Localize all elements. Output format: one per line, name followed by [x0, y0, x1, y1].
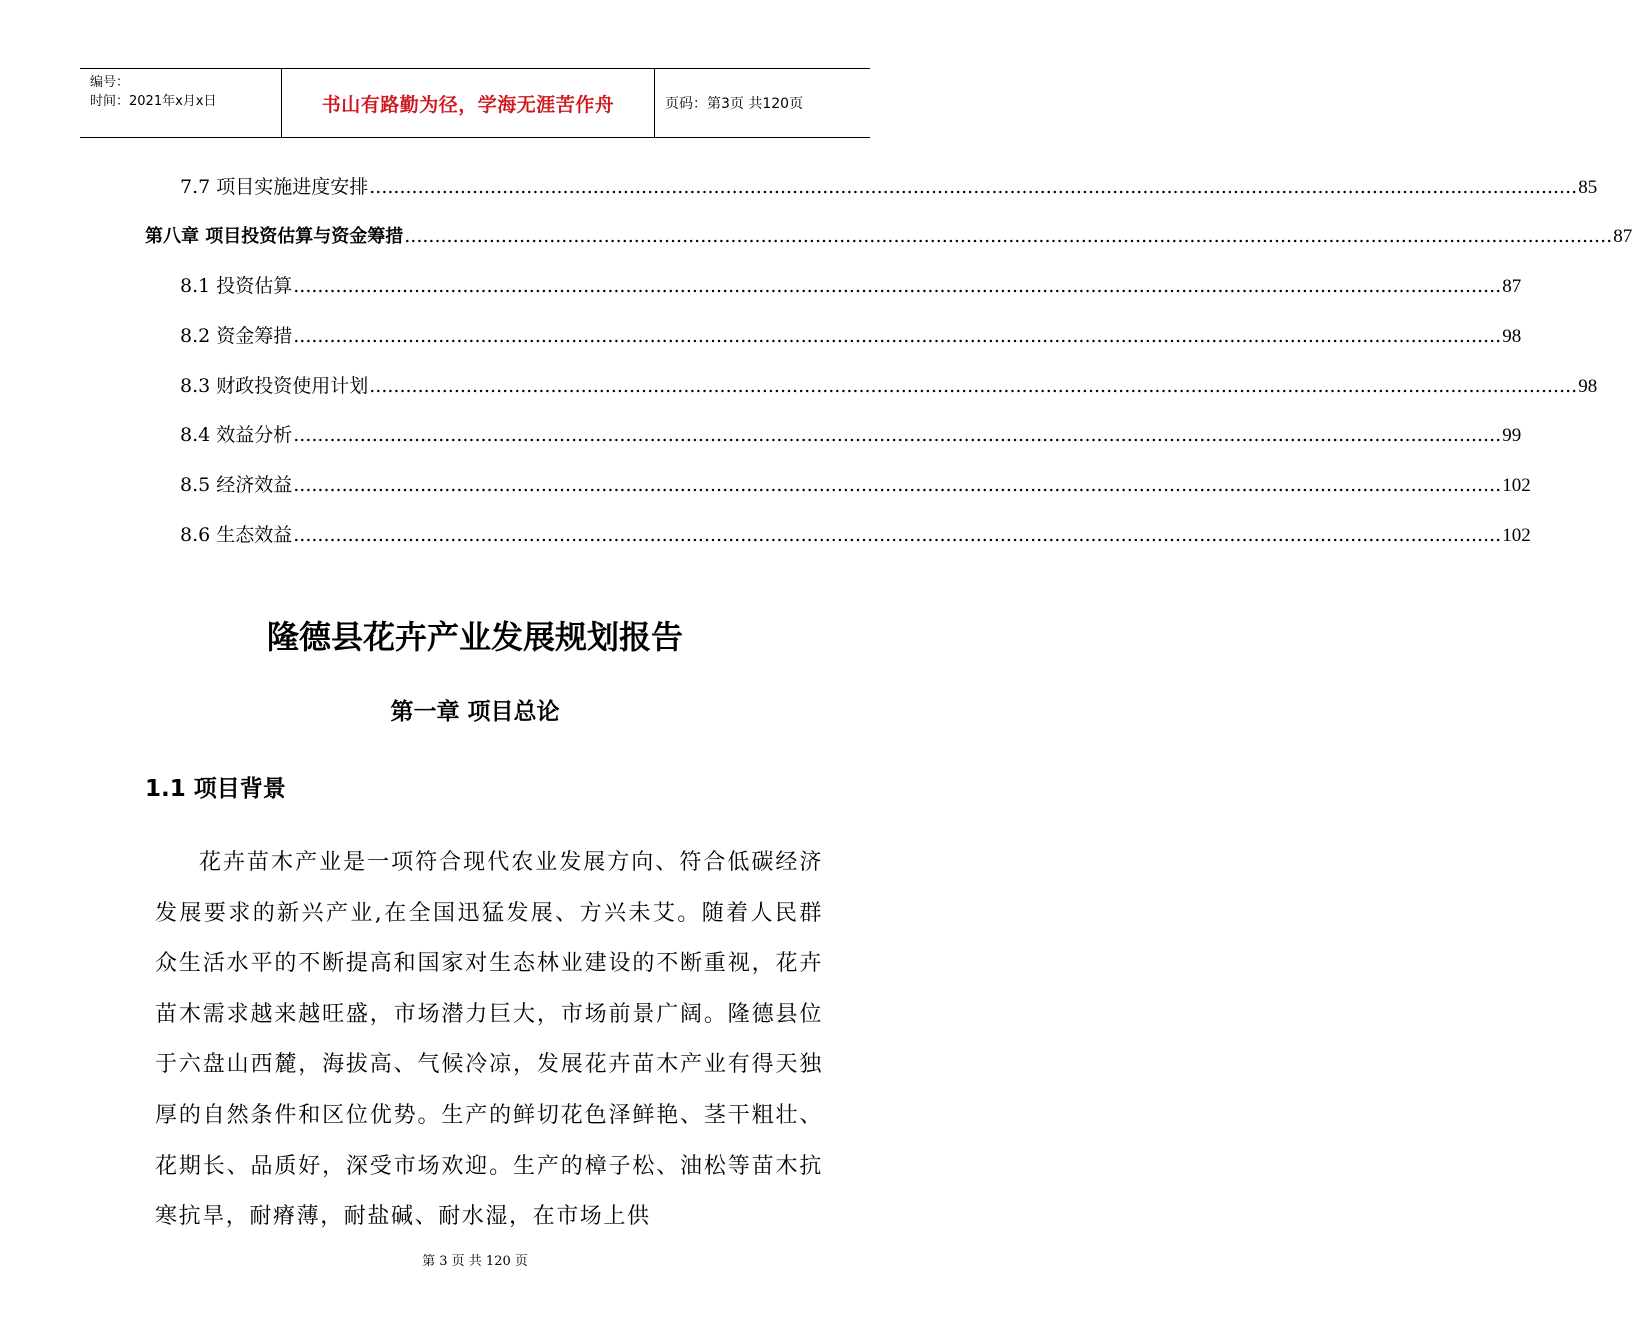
toc-entry-page: 98: [1578, 376, 1598, 397]
toc-leader-dots: ........................................................................................................................................................................................................: [293, 325, 1502, 347]
toc-entry[interactable]: [180, 470, 1531, 496]
toc-entry-page: 87: [1613, 226, 1632, 247]
toc-entry-page: 85: [1578, 177, 1598, 198]
section-heading: 1.1 项目背景: [145, 776, 286, 802]
toc-leader-dots: ........................................................................................................................................................................................................: [404, 225, 1613, 247]
toc-entry[interactable]: [180, 520, 1531, 546]
toc-entry[interactable]: [180, 321, 1522, 347]
page-footer: 第 3 页 共 120 页: [422, 1254, 528, 1269]
toc-entry-title: 8.6 生态效益: [180, 524, 293, 546]
toc-entry-title: 8.2 资金筹措: [180, 325, 293, 347]
header-motto: 书山有路勤为径，学海无涯苦作舟: [282, 69, 655, 137]
toc-leader-dots: ........................................................................................................................................................................................................: [293, 424, 1502, 446]
toc-entry-title: 7.7 项目实施进度安排: [180, 176, 369, 198]
toc-entry[interactable]: [180, 371, 1598, 397]
header-meta-cell: [80, 69, 282, 137]
toc-leader-dots: ........................................................................................................................................................................................................: [369, 375, 1578, 397]
number-label: 编号：: [90, 75, 130, 90]
page-header: [80, 68, 870, 138]
toc-entry[interactable]: [180, 420, 1522, 446]
toc-leader-dots: ........................................................................................................................................................................................................: [369, 176, 1578, 198]
body-paragraph: 花卉苗木产业是一项符合现代农业发展方向、符合低碳经济发展要求的新兴产业,在全国迅猛发展、方兴未艾。随着人民群众生活水平的不断提高和国家对生态林业建设的不断重视，花卉苗木需求越来越旺盛，市场潜力巨大，市场前景广阔。隆德县位于六盘山西麓，海拔高、气候冷凉，发展花卉苗木产业有得天独厚的自然条件和区位优势。生产的鲜切花色泽鲜艳、茎干粗壮、花期长、品质好，深受市场欢迎。生产的樟子松、油松等苗木抗寒抗旱，耐瘠薄，耐盐碱、耐水湿，在市场上供: [155, 850, 823, 1230]
toc-entry[interactable]: [145, 222, 1632, 248]
toc-leader-dots: ........................................................................................................................................................................................................: [293, 275, 1502, 297]
toc-entry-page: 99: [1502, 425, 1522, 446]
toc-entry-page: 102: [1502, 525, 1531, 546]
toc-entry-title: 第八章 项目投资估算与资金筹措: [145, 226, 404, 247]
toc-leader-dots: ........................................................................................................................................................................................................: [293, 474, 1502, 496]
header-page-info: 页码：第3页 共120页: [665, 96, 804, 112]
toc-entry[interactable]: [180, 172, 1598, 198]
toc-entry-title: 8.5 经济效益: [180, 474, 293, 496]
toc-entry-page: 98: [1502, 326, 1522, 347]
toc-entry-page: 87: [1502, 276, 1522, 297]
toc-entry-title: 8.3 财政投资使用计划: [180, 375, 369, 397]
chapter-heading: 第一章 项目总论: [390, 699, 560, 725]
time-label: 时间：2021年x月x日: [90, 94, 217, 109]
toc-entry[interactable]: [180, 271, 1522, 297]
document-title: 隆德县花卉产业发展规划报告: [266, 618, 683, 656]
toc-entry-page: 102: [1502, 475, 1531, 496]
toc-leader-dots: ........................................................................................................................................................................................................: [293, 524, 1502, 546]
toc-entry-title: 8.4 效益分析: [180, 424, 293, 446]
toc-entry-title: 8.1 投资估算: [180, 275, 293, 297]
